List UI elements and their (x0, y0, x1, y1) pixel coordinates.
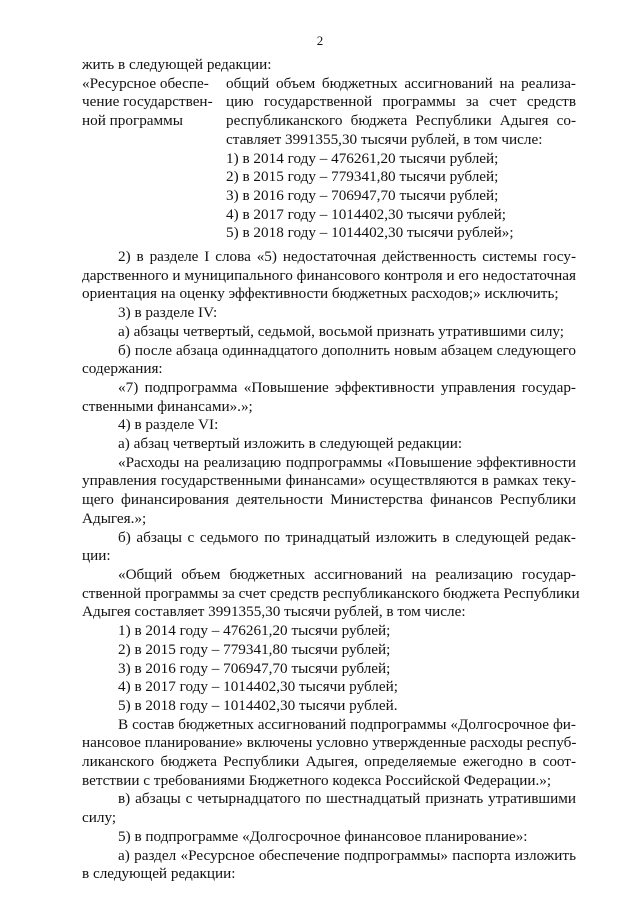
text-line: силу; (82, 809, 117, 827)
text-line: 2) в разделе I слова «5) недостаточная действенность системы госу- (118, 248, 576, 266)
resource-block (82, 75, 576, 243)
text-line: общий объем бюджетных ассигнований на реализа- (226, 74, 576, 92)
resource-block-text (226, 75, 576, 243)
year-item: 4) в 2017 году – 1014402,30 тысячи рублей; (226, 205, 506, 223)
year-item: 3) в 2016 году – 706947,70 тысячи рублей; (226, 186, 499, 204)
text-line: б) после абзаца одиннадцатого дополнить новым абзацем следующего (118, 341, 576, 359)
page-number: 2 (316, 33, 324, 48)
text-line: дарственного и муниципального финансового контроля и его недостаточная (82, 266, 576, 284)
text-line: «Расходы на реализацию подпрограммы «Повышение эффективности (118, 453, 576, 471)
item-5 (82, 828, 576, 884)
intro-line: жить в следующей редакции: (82, 56, 272, 73)
text-line: б) абзацы с седьмого по тринадцатый изложить в следующей редак- (118, 528, 576, 546)
document-body (82, 56, 580, 884)
text-line: Адыгея составляет 3991355,30 тысячи рублей, в том числе: (82, 603, 466, 621)
text-line: республиканского бюджета Республики Адыгея со- (226, 112, 576, 130)
label-line: ной программы (82, 112, 183, 130)
item-4 (82, 416, 580, 827)
item-3 (82, 304, 576, 416)
year-item: 2) в 2015 году – 779341,80 тысячи рублей; (118, 640, 391, 658)
item-title: 3) в разделе IV: (118, 304, 218, 322)
text-line: цию государственной программы за счет средств (226, 93, 576, 111)
text-line: в) абзацы с четырнадцатого по шестнадцатый признать утратившими (118, 790, 576, 808)
text-line: нансовое планирование» включены условно утвержденные расходы респуб- (82, 734, 577, 752)
label-line: «Ресурсное обеспе- (82, 74, 209, 92)
text-line: содержания: (82, 360, 163, 378)
text-line: «7) подпрограмма «Повышение эффективности управления государ- (118, 378, 576, 396)
item-2 (82, 248, 576, 304)
text-line: ставляет 3991355,30 тысячи рублей, в том числе: (226, 130, 543, 148)
text-line: управления государственными финансами» осуществляются в рамках теку- (82, 472, 576, 490)
year-item: 4) в 2017 году – 1014402,30 тысячи рублей; (118, 678, 398, 696)
year-item: 3) в 2016 году – 706947,70 тысячи рублей; (118, 659, 391, 677)
text-line: ориентация на оценку эффективности бюджетных расходов;» исключить; (82, 285, 559, 303)
text-line: а) абзац четвертый изложить в следующей редакции: (118, 435, 463, 453)
year-item: 1) в 2014 году – 476261,20 тысячи рублей; (118, 622, 391, 640)
text-line: В состав бюджетных ассигнований подпрограммы «Долгосрочное фи- (118, 715, 576, 733)
text-line: а) абзацы четвертый, седьмой, восьмой признать утратившими силу; (118, 322, 565, 340)
text-line: ственными финансами».»; (82, 397, 253, 415)
text-line: в следующей редакции: (82, 865, 236, 883)
text-line: ственной программы за счет средств республиканского бюджета Республики (82, 584, 580, 602)
text-line: «Общий объем бюджетных ассигнований на реализацию государ- (118, 565, 576, 583)
label-line: чение государствен- (82, 93, 213, 111)
year-item: 2) в 2015 году – 779341,80 тысячи рублей; (226, 168, 499, 186)
text-line: ликанского бюджета Республики Адыгея, определяемые ежегодно в соот- (82, 753, 576, 771)
item-title: 5) в подпрограмме «Долгосрочное финансовое планирование»: (118, 827, 528, 845)
resource-block-label (82, 75, 226, 243)
text-line: ции: (82, 547, 111, 565)
year-item: 1) в 2014 году – 476261,20 тысячи рублей; (226, 149, 499, 167)
text-line: Адыгея.»; (82, 509, 147, 527)
text-line: ветствии с требованиями Бюджетного кодекса Российской Федерации.»; (82, 771, 552, 789)
text-line: щего финансирования деятельности Министерства финансов Республики (82, 491, 576, 509)
year-item: 5) в 2018 году – 1014402,30 тысячи рублей. (118, 696, 398, 714)
item-title: 4) в разделе VI: (118, 416, 219, 434)
year-item: 5) в 2018 году – 1014402,30 тысячи рублей»; (226, 224, 514, 242)
text-line: а) раздел «Ресурсное обеспечение подпрограммы» паспорта изложить (118, 846, 576, 864)
